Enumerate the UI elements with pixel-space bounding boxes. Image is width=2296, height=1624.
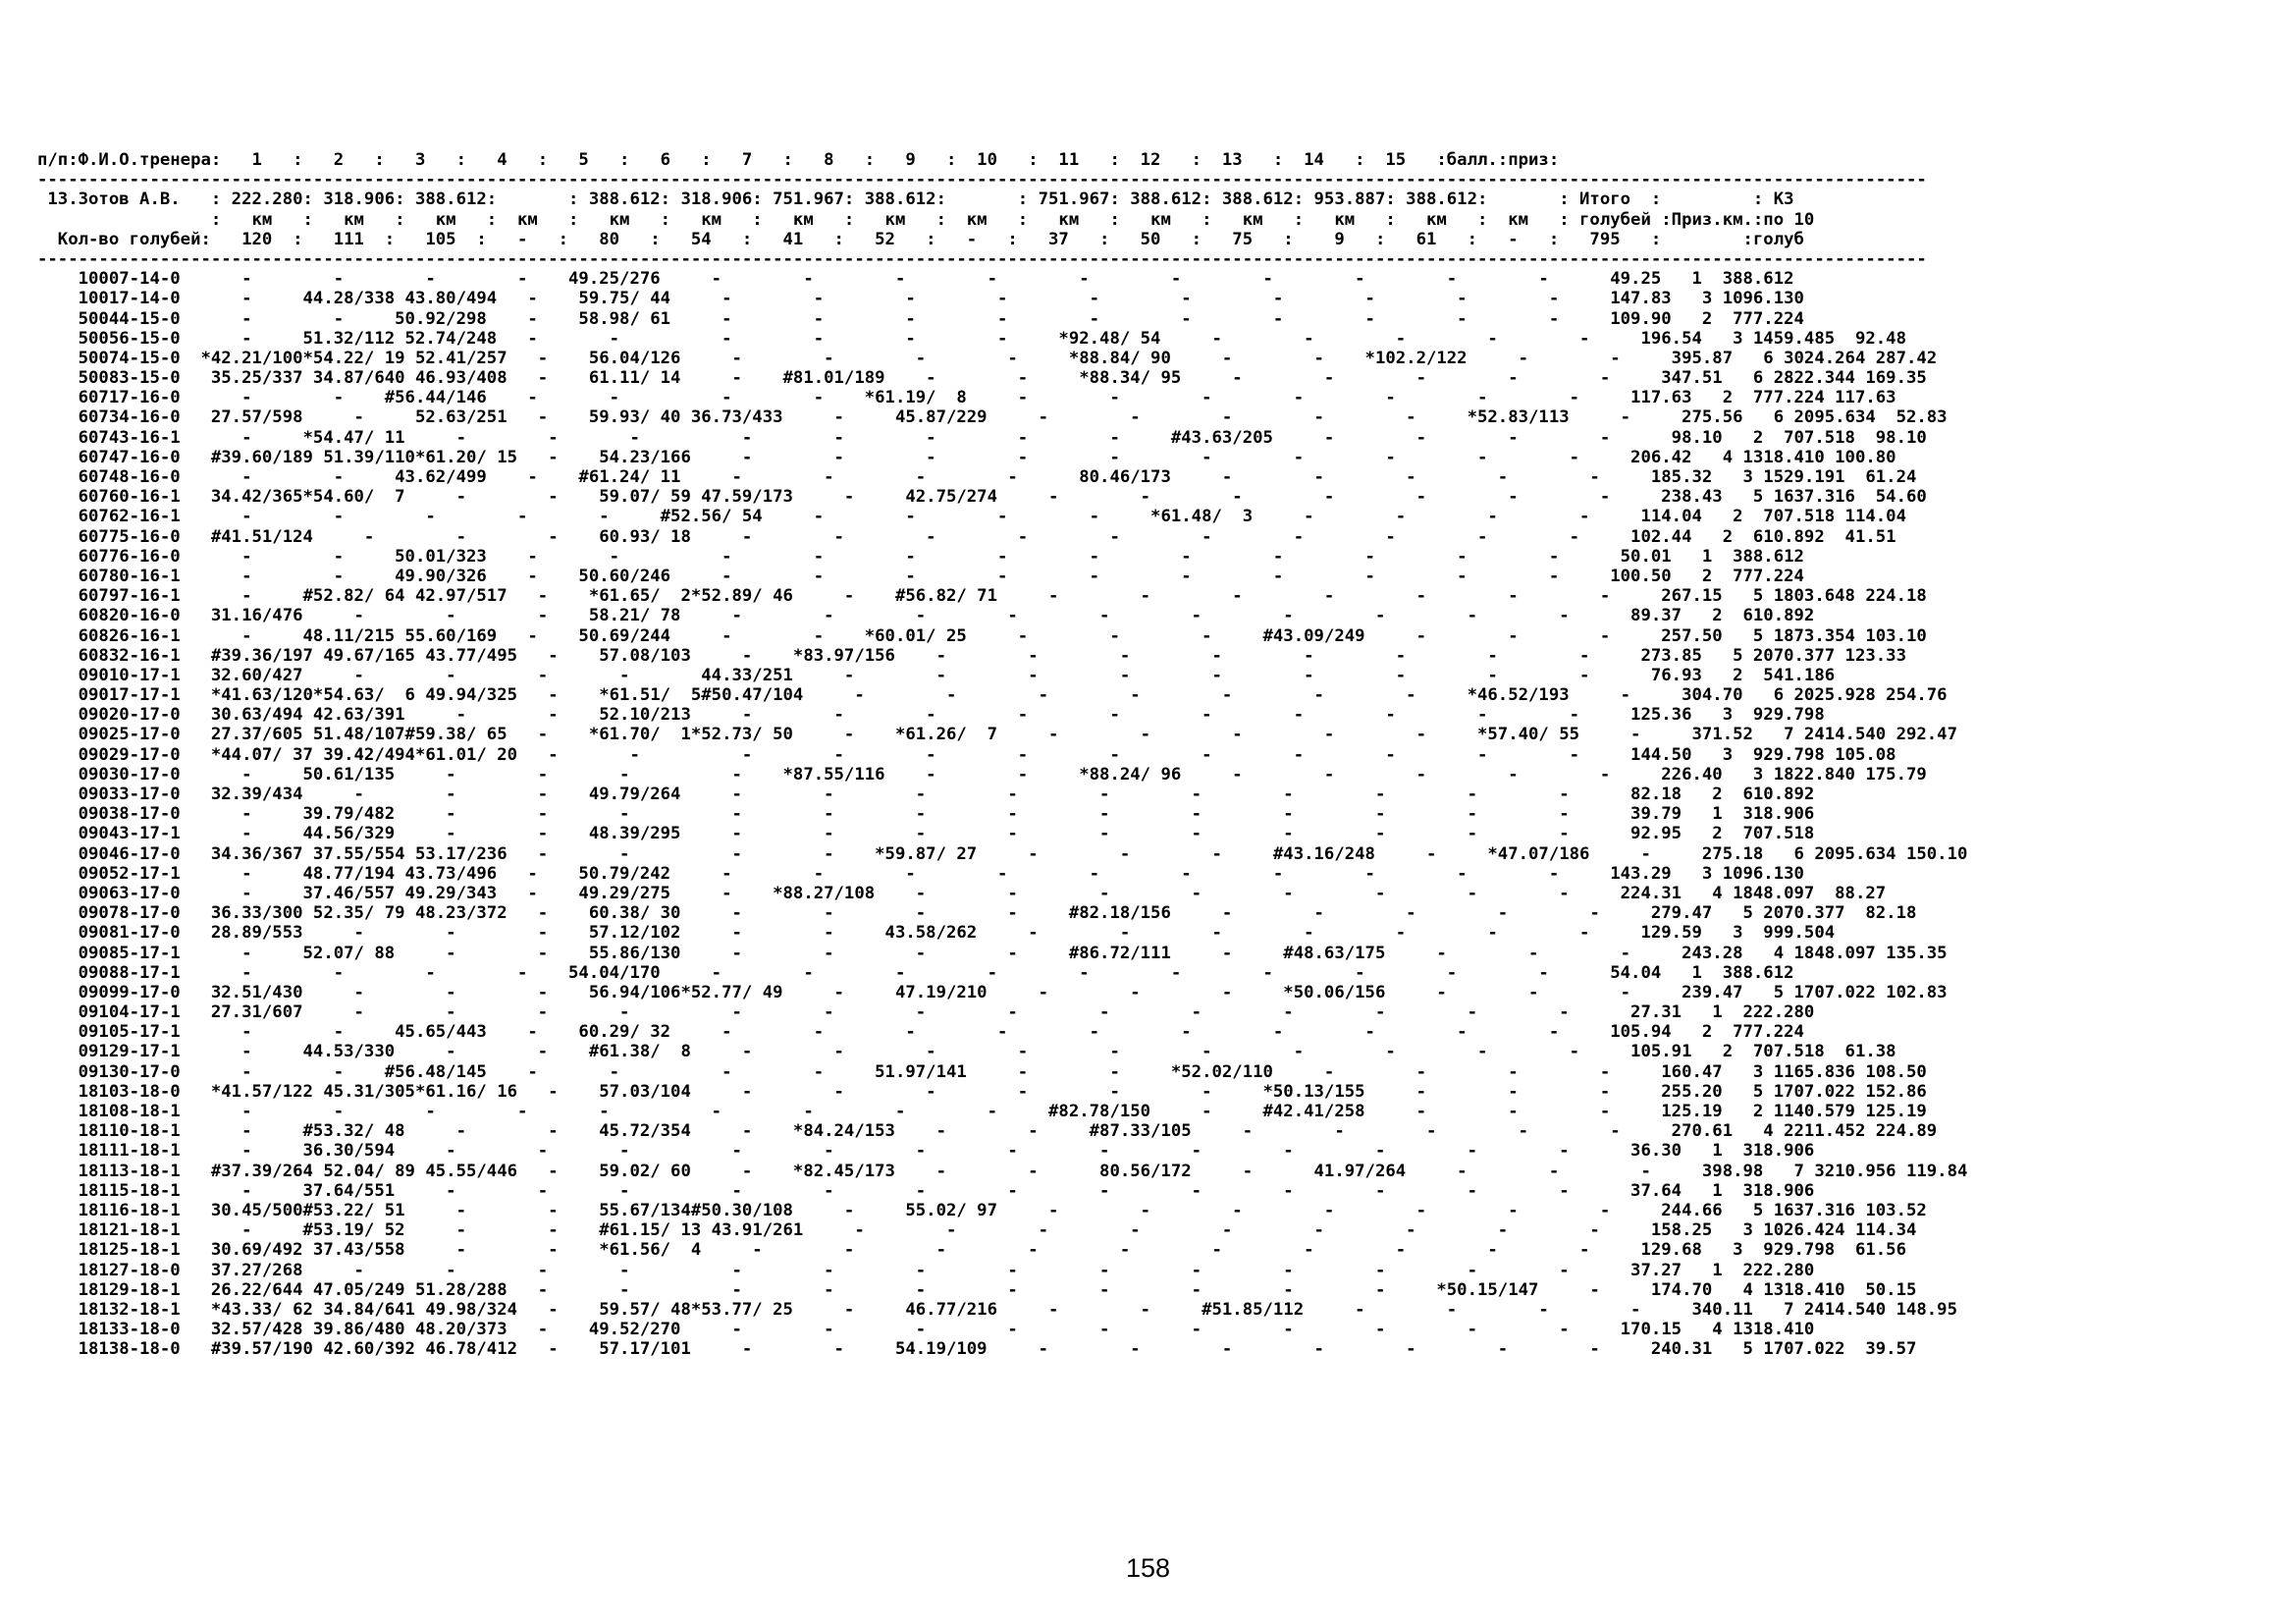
table-row: 09099-17-0 32.51/430 - - - 56.94/106*52.77/ 49 - 47.19/210 - - - *50.06/156 - - - 239.47 5 1707.022 102.83 <box>37 982 1948 1002</box>
table-row: 50074-15-0 *42.21/100*54.22/ 19 52.41/257 - 56.04/126 - - - - *88.84/ 90 - - *102.2/122 - - 395.87 6 3024.264 287.42 <box>37 348 1938 368</box>
header-line-2: 13.Зотов А.В. : 222.280: 318.906: 388.612: : 388.612: 318.906: 751.967: 388.612: : 751.967: 388.612: 388.612: 953.887: 388.612: : Итого : : КЗ <box>37 189 1794 210</box>
table-row: 09104-17-1 27.31/607 - - - - - - - - - - - - - - 27.31 1 222.280 <box>37 1002 1815 1023</box>
table-row: 09033-17-0 32.39/434 - - - 49.79/264 - - - - - - - - - - 82.18 2 610.892 <box>37 785 1815 804</box>
table-row: 50056-15-0 - 51.32/112 52.74/248 - - - - - - *92.48/ 54 - - - - - 196.54 3 1459.485 92.48 <box>37 328 1906 349</box>
table-row: 10007-14-0 - - - - 49.25/276 - - - - - - - - - - 49.25 1 388.612 <box>37 269 1794 290</box>
header-rule-top: ----------------------------------------------------------------------------------------------------------------------------------------------------------------------------------------- <box>37 170 1927 190</box>
table-row: 18132-18-1 *43.33/ 62 34.84/641 49.98/324 - 59.57/ 48*53.77/ 25 - 46.77/216 - - #51.85/112 - - - - 340.11 7 2414.540 148.95 <box>37 1299 1957 1320</box>
table-row: 50044-15-0 - - 50.92/298 - 58.98/ 61 - - - - - - - - - - 109.90 2 777.224 <box>37 308 1804 329</box>
table-row: 09052-17-1 - 48.77/194 43.73/496 - 50.79/242 - - - - - - - - - - 143.29 3 1096.130 <box>37 863 1804 884</box>
table-row: 60776-16-0 - - 50.01/323 - - - - - - - - - - - - 50.01 1 388.612 <box>37 546 1804 567</box>
table-row: 09088-17-1 - - - - 54.04/170 - - - - - - - - - - 54.04 1 388.612 <box>37 962 1794 983</box>
table-row: 09020-17-0 30.63/494 42.63/391 - - 52.10/213 - - - - - - - - - - 125.36 3 929.798 <box>37 705 1825 726</box>
table-row: 18111-18-1 - 36.30/594 - - - - - - - - - - - - - 36.30 1 318.906 <box>37 1141 1815 1162</box>
table-row: 60734-16-0 27.57/598 - 52.63/251 - 59.93/ 40 36.73/433 - 45.87/229 - - - - - *52.83/113 - 275.56 6 2095.634 52.83 <box>37 407 1948 428</box>
table-row: 09030-17-0 - 50.61/135 - - - - *87.55/116 - - *88.24/ 96 - - - - - 226.40 3 1822.840 175.79 <box>37 764 1927 785</box>
table-row: 10017-14-0 - 44.28/338 43.80/494 - 59.75/ 44 - - - - - - - - - - 147.83 3 1096.130 <box>37 289 1804 309</box>
table-row: 09043-17-1 - 44.56/329 - - 48.39/295 - - - - - - - - - - 92.95 2 707.518 <box>37 824 1815 844</box>
table-row: 18138-18-0 #39.57/190 42.60/392 46.78/412 - 57.17/101 - - 54.19/109 - - - - - - - 240.31 5 1707.022 39.57 <box>37 1339 1917 1360</box>
table-row: 60797-16-1 - #52.82/ 64 42.97/517 - *61.65/ 2*52.89/ 46 - #56.82/ 71 - - - - - - - 267.15 5 1803.648 224.18 <box>37 586 1927 607</box>
table-row: 60743-16-1 - *54.47/ 11 - - - - - - - - #43.63/205 - - - - 98.10 2 707.518 98.10 <box>37 427 1927 448</box>
table-row: 09130-17-0 - - #56.48/145 - - - - 51.97/141 - - *52.02/110 - - - - 160.47 3 1165.836 108.50 <box>37 1061 1927 1082</box>
table-row: 60826-16-1 - 48.11/215 55.60/169 - 50.69/244 - - *60.01/ 25 - - - #43.09/249 - - - 257.50 5 1873.354 103.10 <box>37 625 1927 646</box>
table-row: 18110-18-1 - #53.32/ 48 - - 45.72/354 - *84.24/153 - - #87.33/105 - - - - - 270.61 4 2211.452 224.89 <box>37 1121 1938 1142</box>
table-row: 09010-17-1 32.60/427 - - - - 44.33/251 - - - - - - - - - 76.93 2 541.186 <box>37 665 1836 685</box>
header-line-1: п/п:Ф.И.О.тренера: 1 : 2 : 3 : 4 : 5 : 6 : 7 : 8 : 9 : 10 : 11 : 12 : 13 : 14 : 15 :балл.:приз: <box>37 150 1560 170</box>
table-row: 09017-17-1 *41.63/120*54.63/ 6 49.94/325 - *61.51/ 5#50.47/104 - - - - - - - *46.52/193 - 304.70 6 2025.928 254.76 <box>37 685 1948 706</box>
table-row: 18133-18-0 32.57/428 39.86/480 48.20/373 - 49.52/270 - - - - - - - - - - 170.15 4 1318.410 <box>37 1320 1815 1340</box>
table-row: 18103-18-0 *41.57/122 45.31/305*61.16/ 16 - 57.03/104 - - - - - - *50.13/155 - - - 255.20 5 1707.022 152.86 <box>37 1081 1927 1102</box>
table-row: 09038-17-0 - 39.79/482 - - - - - - - - - - - - - 39.79 1 318.906 <box>37 804 1815 825</box>
table-row: 60832-16-1 #39.36/197 49.67/165 43.77/495 - 57.08/103 - *83.97/156 - - - - - - - - 273.85 5 2070.377 123.33 <box>37 645 1906 666</box>
table-row: 18108-18-1 - - - - - - - - - #82.78/150 - #42.41/258 - - - 125.19 2 1140.579 125.19 <box>37 1102 1927 1121</box>
table-row: 18116-18-1 30.45/500#53.22/ 51 - - 55.67/134#50.30/108 - 55.02/ 97 - - - - - - - 244.66 5 1637.316 103.52 <box>37 1200 1927 1220</box>
table-row: 09063-17-0 - 37.46/557 49.29/343 - 49.29/275 - *88.27/108 - - - - - - - - 224.31 4 1848.097 88.27 <box>37 883 1887 903</box>
table-row: 60762-16-1 - - - - - #52.56/ 54 - - - - *61.48/ 3 - - - - 114.04 2 707.518 114.04 <box>37 507 1906 527</box>
table-row: 60747-16-0 #39.60/189 51.39/110*61.20/ 15 - 54.23/166 - - - - - - - - - - 206.42 4 1318.410 100.80 <box>37 447 1896 467</box>
table-row: 09085-17-1 - 52.07/ 88 - - 55.86/130 - - - - #86.72/111 - #48.63/175 - - - 243.28 4 1848.097 135.35 <box>37 943 1948 963</box>
table-row: 09081-17-0 28.89/553 - - - 57.12/102 - - 43.58/262 - - - - - - - 129.59 3 999.504 <box>37 923 1836 944</box>
table-row: 09025-17-0 27.37/605 51.48/107#59.38/ 65 - *61.70/ 1*52.73/ 50 - *61.26/ 7 - - - - - *57.40/ 55 - 371.52 7 2414.540 292.47 <box>37 725 1957 745</box>
table-row: 09046-17-0 34.36/367 37.55/554 53.17/236 - - - - *59.87/ 27 - - - #43.16/248 - *47.07/186 - 275.18 6 2095.634 150.10 <box>37 843 1968 864</box>
page-number: 158 <box>1125 1553 1171 1583</box>
table-row: 60820-16-0 31.16/476 - - - 58.21/ 78 - - - - - - - - - - 89.37 2 610.892 <box>37 606 1815 626</box>
table-row: 60717-16-0 - - #56.44/146 - - - - *61.19/ 8 - - - - - - - 117.63 2 777.224 117.63 <box>37 388 1896 408</box>
table-row: 18127-18-0 37.27/268 - - - - - - - - - - - - - - 37.27 1 222.280 <box>37 1260 1815 1280</box>
table-row: 18115-18-1 - 37.64/551 - - - - - - - - - - - - - 37.64 1 318.906 <box>37 1180 1815 1201</box>
table-row: 18113-18-1 #37.39/264 52.04/ 89 45.55/446 - 59.02/ 60 - *82.45/173 - - 80.56/172 - 41.97/264 - - - 398.98 7 3210.956 119.84 <box>37 1161 1968 1181</box>
report-table <box>37 150 1967 1359</box>
table-row: 60748-16-0 - - 43.62/499 - #61.24/ 11 - - - - 80.46/173 - - - - - 185.32 3 1529.191 61.24 <box>37 467 1917 487</box>
table-row: 60760-16-1 34.42/365*54.60/ 7 - - 59.07/ 59 47.59/173 - 42.75/274 - - - - - - - 238.43 5 1637.316 54.60 <box>37 487 1927 508</box>
table-row: 09129-17-1 - 44.53/330 - - #61.38/ 8 - - - - - - - - - - 105.91 2 707.518 61.38 <box>37 1042 1896 1062</box>
table-row: 50083-15-0 35.25/337 34.87/640 46.93/408 - 61.11/ 14 - #81.01/189 - - *88.34/ 95 - - - - - 347.51 6 2822.344 169.35 <box>37 368 1927 389</box>
table-row: 60775-16-0 #41.51/124 - - - 60.93/ 18 - - - - - - - - - - 102.44 2 610.892 41.51 <box>37 526 1896 547</box>
table-row: 09029-17-0 *44.07/ 37 39.42/494*61.01/ 20 - - - - - - - - - - - - 144.50 3 929.798 105.08 <box>37 744 1896 765</box>
header-line-4: Кол-во голубей: 120 : 111 : 105 : - : 80 : 54 : 41 : 52 : - : 37 : 50 : 75 : 9 : 61 : - : 795 : :голуб <box>37 229 1804 249</box>
header-rule-bottom: ----------------------------------------------------------------------------------------------------------------------------------------------------------------------------------------- <box>37 248 1927 269</box>
table-row: 60780-16-1 - - 49.90/326 - 50.60/246 - - - - - - - - - - 100.50 2 777.224 <box>37 566 1804 586</box>
table-row: 09078-17-0 36.33/300 52.35/ 79 48.23/372 - 60.38/ 30 - - - - #82.18/156 - - - - - 279.47 5 2070.377 82.18 <box>37 903 1917 924</box>
header-line-3: : км : км : км : км : км : км : км : км : км : км : км : км : км : км : км : голубей :Приз.км.:по 10 <box>37 209 1815 230</box>
table-row: 09105-17-1 - - 45.65/443 - 60.29/ 32 - - - - - - - - - - 105.94 2 777.224 <box>37 1022 1804 1043</box>
table-row: 18125-18-1 30.69/492 37.43/558 - - *61.56/ 4 - - - - - - - - - - 129.68 3 929.798 61.56 <box>37 1240 1906 1261</box>
table-row: 18129-18-1 26.22/644 47.05/249 51.28/288 - - - - - - - - - - *50.15/147 - 174.70 4 1318.410 50.15 <box>37 1279 1917 1300</box>
table-row: 18121-18-1 - #53.19/ 52 - - #61.15/ 13 43.91/261 - - - - - - - - - 158.25 3 1026.424 114.34 <box>37 1220 1917 1241</box>
